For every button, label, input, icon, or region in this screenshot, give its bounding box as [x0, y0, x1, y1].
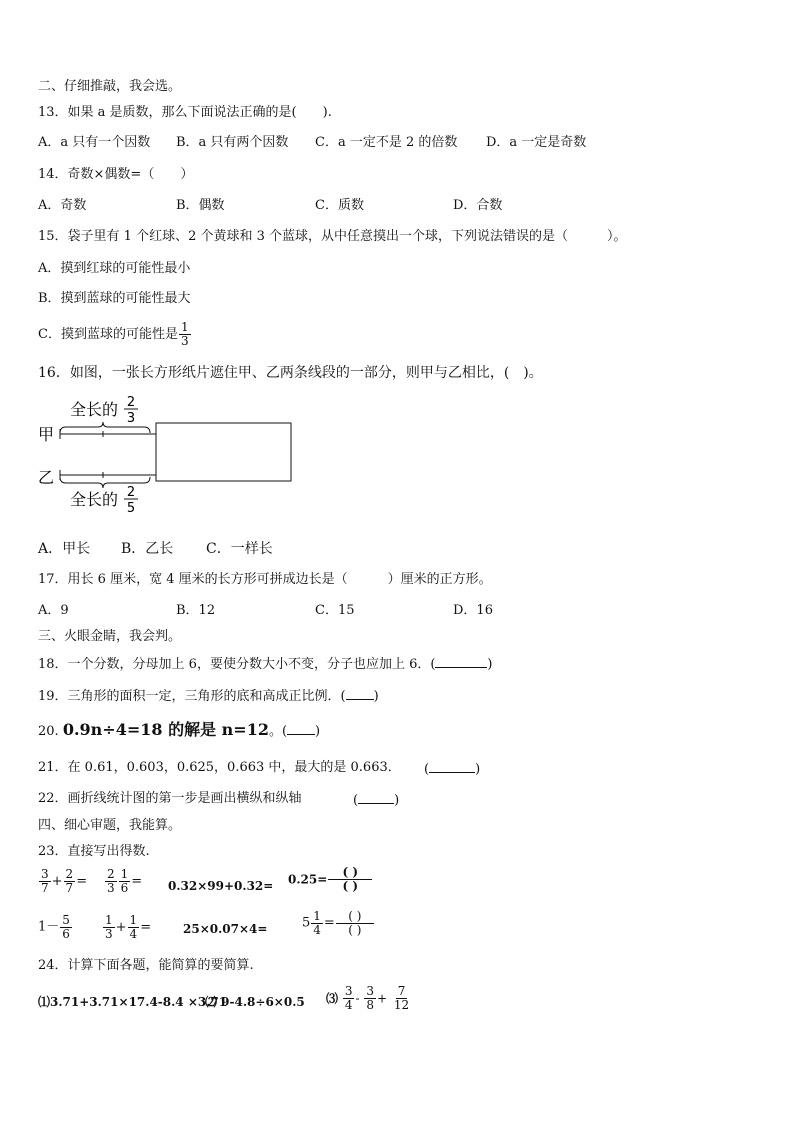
numerator: 3 — [366, 984, 375, 998]
figure-top-label: 全长的 — [70, 400, 119, 419]
numerator: 1 — [313, 909, 321, 923]
question-13-stem: 13．如果 a 是质数，那么下面说法正确的是( ). — [38, 105, 332, 120]
q13-option-d[interactable]: D．a 一定是奇数 — [486, 135, 587, 150]
calc-item-4 — [288, 866, 373, 893]
equals-sign: = — [131, 874, 143, 889]
question-19 — [38, 687, 379, 705]
q14-option-d[interactable]: D．合数 — [453, 198, 503, 213]
fraction-one-third — [179, 321, 191, 348]
q16-option-a[interactable]: A．甲长 — [38, 541, 91, 557]
denominator: 4 — [129, 927, 138, 941]
q15-option-c-text: C．摸到蓝球的可能性是 — [38, 327, 178, 342]
figure-label-jia: 甲 — [38, 425, 55, 444]
q17-option-b[interactable]: B．12 — [176, 603, 216, 618]
section-4-title: 四、细心审题，我能算。 — [38, 818, 182, 833]
calc-item-3: 0.32×99+0.32= — [168, 879, 274, 893]
numerator: 5 — [62, 913, 70, 927]
section-3-title: 三、火眼金睛，我会判。 — [38, 629, 182, 644]
denominator: 7 — [41, 881, 49, 895]
denominator-blank[interactable]: ( ) — [342, 879, 359, 893]
figure-top-denominator: 3 — [126, 411, 136, 426]
question-17-stem — [38, 572, 492, 588]
question-20 — [38, 720, 320, 742]
question-22 — [38, 791, 302, 807]
calc-item-7: 25×0.07×4= — [183, 922, 268, 936]
q21-answer-blank[interactable] — [429, 760, 475, 773]
q13-option-b[interactable]: B．a 只有两个因数 — [176, 135, 289, 150]
q19-close-paren: ) — [373, 689, 379, 704]
q16-figure — [36, 393, 298, 518]
numerator: 1 — [180, 320, 189, 334]
figure-bottom-numerator: 2 — [126, 485, 136, 500]
q20-answer-blank[interactable] — [287, 722, 315, 735]
covering-rectangle — [156, 423, 291, 481]
numerator: 1 — [129, 913, 138, 927]
q22-open-paren: ( — [353, 793, 359, 808]
minus-sign: - — [355, 991, 360, 1006]
question-21 — [38, 760, 401, 776]
calc-item-5-lhs: 1－ — [38, 919, 60, 935]
q20-tail: 。( — [268, 724, 288, 739]
q15-option-b[interactable]: B．摸到蓝球的可能性最大 — [38, 291, 191, 306]
numerator: 3 — [344, 984, 353, 998]
q14-option-c[interactable]: C．质数 — [315, 198, 364, 213]
q17-stem-part-a: 17．用长 6 厘米，宽 4 厘米的长方形可拼成边长是（ — [38, 572, 348, 587]
calc-item-6 — [102, 914, 151, 941]
numerator: 7 — [397, 984, 406, 998]
question-18 — [38, 655, 493, 673]
q20-text: 0.9n÷4=18 的解是 n=12 — [62, 720, 269, 739]
q16-option-b[interactable]: B．乙长 — [121, 541, 174, 557]
question-14-stem: 14．奇数×偶数=（ ） — [38, 167, 194, 182]
numerator: 1 — [105, 913, 113, 927]
plus-sign: + — [115, 920, 127, 935]
figure-top-numerator: 2 — [126, 395, 136, 410]
q22-close-paren: ) — [394, 793, 400, 808]
q24-part-3 — [326, 985, 412, 1012]
q15-option-a[interactable]: A．摸到红球的可能性最小 — [38, 261, 191, 276]
denominator: 12 — [393, 998, 410, 1012]
denominator-blank[interactable]: ( ) — [348, 923, 362, 937]
question-16-stem: 16．如图，一张长方形纸片遮住甲、乙两条线段的一部分，则甲与乙相比，( )。 — [38, 365, 543, 381]
q24-part-2: ⑵ 9-4.8÷6×0.5 — [205, 995, 305, 1009]
denominator: 6 — [120, 881, 129, 895]
denominator: 7 — [65, 881, 74, 895]
q22-answer-paren[interactable] — [353, 791, 399, 809]
q14-option-a[interactable]: A．奇数 — [38, 198, 87, 213]
whole-number: 5 — [302, 915, 311, 931]
equals-sign: = — [323, 915, 335, 931]
figure-top-brace — [60, 422, 150, 433]
q18-answer-blank[interactable] — [435, 655, 487, 668]
question-15-stem: 15．袋子里有 1 个红球、2 个黄球和 3 个蓝球，从中任意摸出一个球，下列说法错误的是（ ）。 — [38, 229, 627, 244]
q24-part-3-label: ⑶ — [326, 991, 339, 1006]
q16-option-c[interactable]: C．一样长 — [206, 541, 273, 557]
calc-item-2 — [104, 868, 142, 895]
q17-stem-part-b: ）厘米的正方形。 — [387, 572, 492, 587]
plus-sign: + — [377, 991, 388, 1006]
denominator: 4 — [313, 923, 321, 937]
plus-sign: + — [51, 874, 63, 889]
q21-close-paren: ) — [475, 762, 481, 777]
q18-close-paren: ) — [487, 657, 493, 672]
q17-option-a[interactable]: A．9 — [38, 603, 69, 618]
denominator: 4 — [344, 998, 353, 1012]
denominator: 3 — [105, 927, 113, 941]
calc-item-5 — [38, 914, 73, 941]
q18-text: 18．一个分数，分母加上 6，要使分数大小不变，分子也应加上 6．( — [38, 657, 436, 672]
q20-number: 20. — [38, 724, 59, 739]
figure-bottom-denominator: 5 — [126, 501, 136, 516]
q22-answer-blank[interactable] — [358, 791, 394, 804]
q17-option-d[interactable]: D．16 — [453, 603, 493, 618]
q22-text: 22．画折线统计图的第一步是画出横纵和纵轴 — [38, 791, 302, 806]
numerator: 2 — [65, 867, 74, 881]
figure-bottom-label: 全长的 — [70, 490, 119, 509]
question-24-stem: 24．计算下面各题，能简算的要简算. — [38, 958, 254, 973]
equals-sign: = — [76, 874, 88, 889]
numerator: 1 — [120, 867, 129, 881]
figure-bottom-brace — [60, 477, 150, 488]
q17-option-c[interactable]: C．15 — [315, 603, 355, 618]
figure-label-yi: 乙 — [38, 468, 55, 487]
q19-text: 19．三角形的面积一定，三角形的底和高成正比例．( — [38, 689, 346, 704]
denominator: 6 — [62, 927, 70, 941]
q21-text: 21．在 0.61，0.603，0.625，0.663 中，最大的是 0.663． — [38, 760, 401, 775]
q24-part-1: ⑴3.71+3.71×17.4-8.4 ×3.71 — [38, 995, 228, 1009]
calc-item-8 — [302, 910, 375, 937]
denominator: 8 — [366, 998, 375, 1012]
q21-answer-paren[interactable] — [424, 760, 480, 778]
numerator-blank[interactable]: ( ) — [328, 866, 372, 880]
q14-option-b[interactable]: B．偶数 — [176, 198, 225, 213]
q19-answer-blank[interactable] — [346, 687, 374, 700]
denominator: 3 — [107, 881, 115, 895]
q13-option-c[interactable]: C．a 一定不是 2 的倍数 — [315, 135, 458, 150]
section-2-title: 二、仔细推敲，我会选。 — [38, 79, 182, 94]
calc-item-1 — [38, 868, 87, 895]
q15-option-c[interactable] — [38, 320, 192, 350]
question-23-stem: 23．直接写出得数. — [38, 844, 150, 859]
denominator: 3 — [180, 334, 189, 348]
numerator-blank[interactable]: ( ) — [336, 910, 374, 924]
q21-open-paren: ( — [424, 762, 430, 777]
q13-option-a[interactable]: A．a 只有一个因数 — [38, 135, 151, 150]
calc-item-4-lhs: 0.25= — [288, 872, 328, 887]
equals-sign: = — [140, 920, 152, 935]
numerator: 3 — [41, 867, 49, 881]
q20-close-paren: ) — [315, 724, 321, 739]
numerator: 2 — [107, 867, 115, 881]
